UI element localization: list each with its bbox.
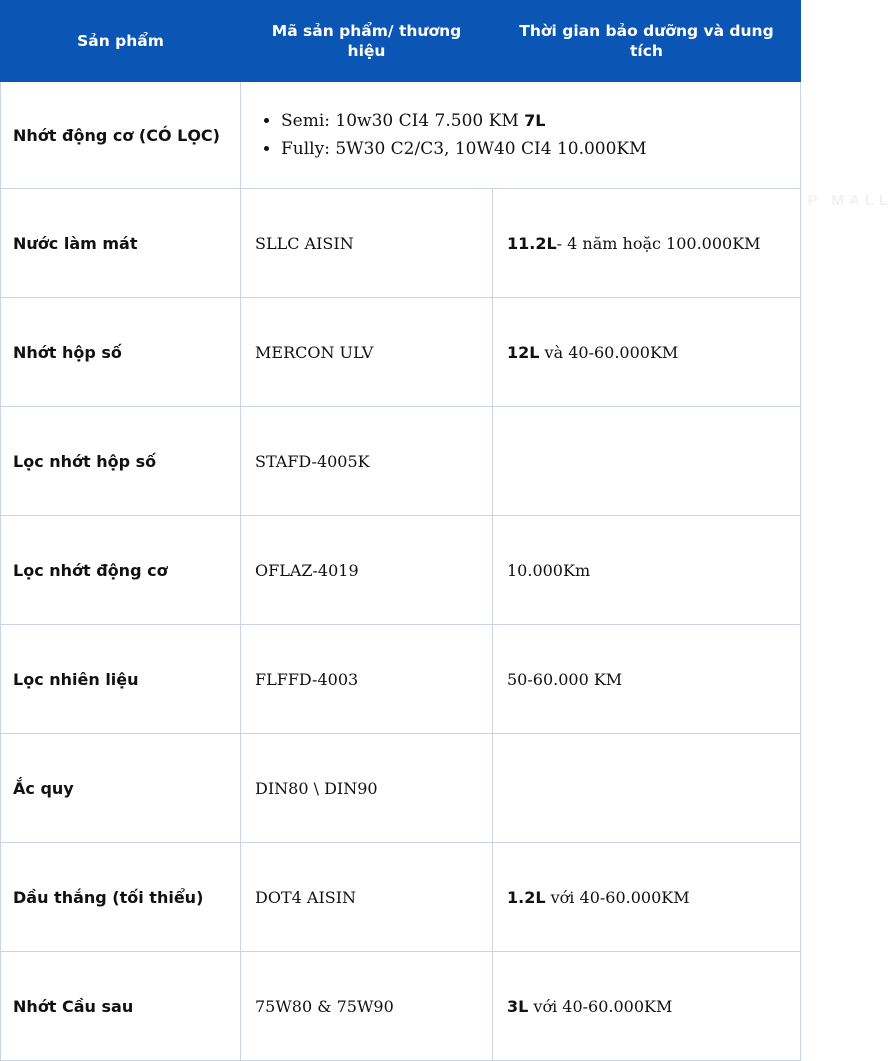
cell-engine-oil-details bbox=[241, 82, 801, 189]
cell-product: Nhớt hộp số bbox=[1, 298, 241, 407]
table-row bbox=[1, 82, 801, 189]
cell-code: OFLAZ-4019 bbox=[241, 516, 493, 625]
cell-product: Nước làm mát bbox=[1, 189, 241, 298]
table-header-row bbox=[1, 1, 801, 82]
cell-code: MERCON ULV bbox=[241, 298, 493, 407]
interval-volume: 1.2L bbox=[507, 887, 546, 907]
cell-product: Dầu thắng (tối thiểu) bbox=[1, 843, 241, 952]
interval-text: 10.000Km bbox=[507, 560, 591, 580]
cell-code: DOT4 AISIN bbox=[241, 843, 493, 952]
oil-semi-volume: 7L bbox=[524, 111, 546, 131]
interval-volume: 12L bbox=[507, 342, 540, 362]
cell-code: SLLC AISIN bbox=[241, 189, 493, 298]
interval-text: 50-60.000 KM bbox=[507, 669, 623, 689]
table-row bbox=[1, 189, 801, 298]
interval-text: với 40-60.000KM bbox=[545, 887, 690, 907]
column-header-interval: Thời gian bảo dưỡng và dung tích bbox=[493, 1, 801, 82]
table-row bbox=[1, 298, 801, 407]
interval-volume: 3L bbox=[507, 996, 529, 1016]
cell-code: 75W80 & 75W90 bbox=[241, 952, 493, 1061]
oil-semi-text: Semi: 10w30 CI4 7.500 KM bbox=[281, 111, 525, 132]
cell-interval bbox=[493, 516, 801, 625]
cell-product: Ắc quy bbox=[1, 734, 241, 843]
cell-product: Nhớt động cơ (CÓ LỌC) bbox=[1, 82, 241, 189]
watermark-sub: SHOP MALL bbox=[760, 192, 893, 209]
cell-interval bbox=[493, 843, 801, 952]
cell-interval bbox=[493, 407, 801, 516]
cell-product: Nhớt Cầu sau bbox=[1, 952, 241, 1061]
column-header-code: Mã sản phẩm/ thương hiệu bbox=[241, 1, 493, 82]
table-row bbox=[1, 843, 801, 952]
list-item bbox=[281, 109, 790, 134]
interval-text: với 40-60.000KM bbox=[528, 996, 673, 1016]
table-row bbox=[1, 625, 801, 734]
table-row bbox=[1, 516, 801, 625]
list-item bbox=[281, 137, 790, 162]
table-row bbox=[1, 734, 801, 843]
engine-oil-list bbox=[247, 109, 790, 161]
oil-fully-text: Fully: 5W30 C2/C3, 10W40 CI4 10.000KM bbox=[281, 138, 647, 159]
cell-interval bbox=[493, 189, 801, 298]
cell-product: Lọc nhiên liệu bbox=[1, 625, 241, 734]
interval-text: và 40-60.000KM bbox=[539, 342, 679, 362]
table-row bbox=[1, 407, 801, 516]
cell-code: STAFD-4005K bbox=[241, 407, 493, 516]
cell-product: Lọc nhớt hộp số bbox=[1, 407, 241, 516]
column-header-product: Sản phẩm bbox=[1, 1, 241, 82]
cell-code: DIN80 \ DIN90 bbox=[241, 734, 493, 843]
cell-interval bbox=[493, 625, 801, 734]
cell-interval bbox=[493, 734, 801, 843]
cell-product: Lọc nhớt động cơ bbox=[1, 516, 241, 625]
cell-interval bbox=[493, 952, 801, 1061]
interval-text: - 4 năm hoặc 100.000KM bbox=[556, 233, 761, 253]
cell-interval bbox=[493, 298, 801, 407]
cell-code: FLFFD-4003 bbox=[241, 625, 493, 734]
interval-volume: 11.2L bbox=[507, 233, 557, 253]
table-row bbox=[1, 952, 801, 1061]
